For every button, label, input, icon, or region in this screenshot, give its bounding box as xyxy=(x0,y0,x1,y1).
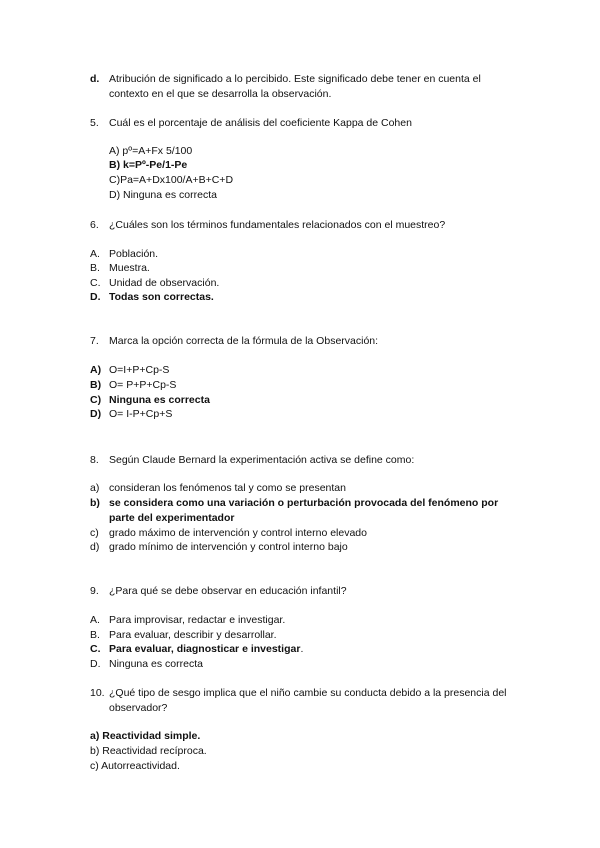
q5-option-b: B) k=Pº-Pe/1-Pe xyxy=(109,159,188,171)
q8-option-c: grado máximo de intervención y control interno elevado xyxy=(109,527,367,539)
q6-option-c: Unidad de observación. xyxy=(109,277,220,289)
q8-number: 8. xyxy=(90,454,99,466)
q5-option-a: A) pº=A+Fx 5/100 xyxy=(109,145,193,157)
q9-option-c: Para evaluar, diagnosticar e investigar xyxy=(109,643,301,655)
q9-option-c-period: . xyxy=(300,643,304,655)
q7-option-a-label: A) xyxy=(90,364,102,376)
q6-option-c-label: C. xyxy=(90,277,101,289)
q7-option-b: O= P+P+Cp-S xyxy=(109,379,177,391)
q7-option-d: O= I-P+Cp+S xyxy=(109,408,173,420)
q7-option-d-label: D) xyxy=(90,408,102,420)
q10-question-line2: observador? xyxy=(109,702,168,714)
item-d-text-line2: contexto en el que se desarrolla la observación. xyxy=(109,88,332,100)
q6-option-d-label: D. xyxy=(90,291,101,303)
q7-option-b-label: B) xyxy=(90,379,102,391)
q7-question: Marca la opción correcta de la fórmula de la Observación: xyxy=(109,335,379,347)
q8-question: Según Claude Bernard la experimentación activa se define como: xyxy=(109,454,415,466)
q8-option-b-line2: parte del experimentador xyxy=(109,512,235,524)
q8-option-b: se considera como una variación o perturbación provocada del fenómeno por xyxy=(109,497,499,509)
q6-option-d: Todas son correctas. xyxy=(109,291,214,303)
q10-question: ¿Qué tipo de sesgo implica que el niño cambie su conducta debido a la presencia del xyxy=(109,687,507,699)
q6-option-b-label: B. xyxy=(90,262,100,274)
q10-option-b: b) Reactividad recíproca. xyxy=(90,745,207,757)
q6-option-a: Población. xyxy=(109,248,159,260)
q9-question: ¿Para qué se debe observar en educación infantil? xyxy=(109,585,347,597)
q10-option-a: a) Reactividad simple. xyxy=(90,730,201,742)
q5-number: 5. xyxy=(90,117,99,129)
q6-option-b: Muestra. xyxy=(109,262,150,274)
q6-number: 6. xyxy=(90,219,99,231)
q6-option-a-label: A. xyxy=(90,248,100,260)
q8-option-c-label: c) xyxy=(90,527,99,539)
q5-question: Cuál es el porcentaje de análisis del coeficiente Kappa de Cohen xyxy=(109,117,412,129)
q9-number: 9. xyxy=(90,585,99,597)
q9-option-d-label: D. xyxy=(90,658,101,670)
q9-option-a-label: A. xyxy=(90,614,100,626)
q8-option-a: consideran los fenómenos tal y como se presentan xyxy=(109,482,346,494)
q9-option-c-wrapper xyxy=(109,643,303,656)
q8-option-a-label: a) xyxy=(90,482,100,494)
q8-option-d: grado mínimo de intervención y control interno bajo xyxy=(109,541,348,553)
q5-option-c: C)Pa=A+Dx100/A+B+C+D xyxy=(109,174,234,186)
q9-option-b: Para evaluar, describir y desarrollar. xyxy=(109,629,277,641)
q10-option-c: c) Autorreactividad. xyxy=(90,760,180,772)
q9-option-a: Para improvisar, redactar e investigar. xyxy=(109,614,286,626)
q5-option-d: D) Ninguna es correcta xyxy=(109,189,217,201)
q7-option-a: O=I+P+Cp-S xyxy=(109,364,170,376)
q9-option-c-label: C. xyxy=(90,643,101,655)
q8-option-d-label: d) xyxy=(90,541,100,553)
q6-question: ¿Cuáles son los términos fundamentales relacionados con el muestreo? xyxy=(109,219,446,231)
q7-option-c-label: C) xyxy=(90,394,102,406)
q9-option-b-label: B. xyxy=(90,629,100,641)
q9-option-d: Ninguna es correcta xyxy=(109,658,203,670)
item-d-label: d. xyxy=(90,73,100,85)
q7-option-c: Ninguna es correcta xyxy=(109,394,210,406)
q10-number: 10. xyxy=(90,687,105,699)
item-d-text-line1: Atribución de significado a lo percibido. Este significado debe tener en cuenta el xyxy=(109,73,481,85)
q8-option-b-label: b) xyxy=(90,497,100,509)
q7-number: 7. xyxy=(90,335,99,347)
